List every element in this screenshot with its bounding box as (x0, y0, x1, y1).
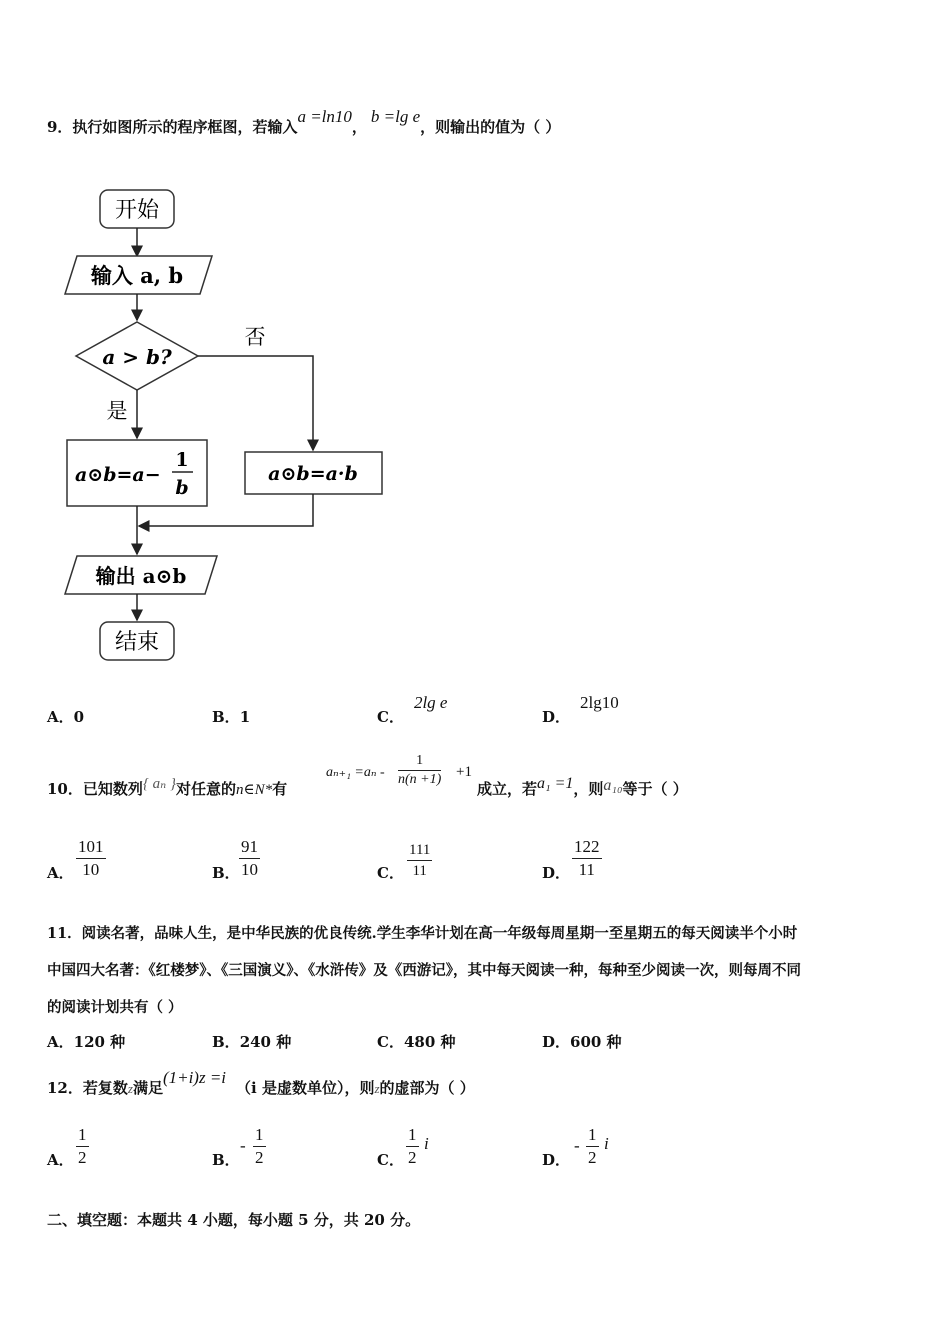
q12-a-den: 2 (78, 1148, 87, 1167)
q11-option-b[interactable] (212, 1031, 291, 1052)
q10-d-den: 11 (578, 860, 595, 879)
q12-text-d: 的虚部为（ ） (379, 1079, 475, 1097)
q10-option-d-frac (572, 836, 602, 881)
q10-c-num: 111 (407, 840, 432, 861)
q10-rec-left: aₙ₊₁ =aₙ - (326, 765, 385, 780)
q9-text-b: ，则输出的值为（ ） (420, 118, 561, 136)
q12-b-num: 1 (253, 1124, 266, 1147)
flow-right-label: a⊙b=a·b (268, 463, 358, 485)
q10-option-b[interactable]: B． (212, 864, 240, 882)
q12-eq: (1+i)z =i (162, 1068, 227, 1087)
flow-start-label: 开始 (114, 198, 160, 223)
q12-d-suffix: i (604, 1134, 609, 1153)
q11-option-a[interactable] (47, 1031, 125, 1052)
q10-option-c[interactable]: C． (377, 864, 404, 882)
q12-d-sign: - (574, 1136, 580, 1155)
q9-option-d[interactable] (542, 693, 619, 727)
q10-text-a: 10．已知数列 (47, 780, 143, 798)
q10-seq: { aₙ } (142, 776, 176, 792)
q12-b-sign: - (240, 1136, 246, 1155)
q11-option-b-value: 240 种 (239, 1033, 292, 1051)
q12-text-c: （i 是虚数单位），则 (236, 1079, 375, 1097)
q12-c-suffix: i (424, 1134, 429, 1153)
q10-option-a[interactable]: A． (47, 864, 74, 882)
q12-text-a: 12．若复数 (47, 1079, 128, 1097)
q10-a10: a₁₀ (603, 777, 623, 794)
q9-option-d-value: 2lg10 (580, 693, 619, 712)
section2-title: 二、填空题：本题共 4 小题，每小题 5 分，共 20 分。 (47, 1211, 421, 1229)
flow-left-label: a⊙b=a− (75, 464, 161, 486)
q10-rec-num: 1 (398, 752, 441, 771)
q10-option-d[interactable]: D． (542, 864, 571, 882)
flow-output-label: 输出 a⊙b (95, 564, 187, 588)
q11-option-c[interactable] (377, 1031, 456, 1052)
q10-text-d: 成立，若 (477, 780, 538, 798)
flow-no-label: 否 (244, 325, 266, 349)
q10-stem-2 (477, 775, 688, 799)
q10-text-c: 有 (272, 780, 288, 798)
q10-c-den: 11 (412, 863, 427, 879)
q12-c-den: 2 (408, 1148, 417, 1167)
q9-option-c-label: C． (377, 708, 404, 726)
q12-d-den: 2 (588, 1148, 597, 1167)
q10-a1: a₁ =1 (537, 775, 574, 792)
q10-rec-right: +1 (456, 764, 472, 780)
q12-c-num: 1 (406, 1124, 419, 1147)
q9-option-b-label: B． (212, 708, 240, 726)
flow-input-label: 输入 a, b (90, 263, 184, 288)
q10-n-in: n∈N* (235, 782, 273, 798)
q10-text-e: ，则 (573, 780, 604, 798)
q10-b-den: 10 (241, 860, 258, 879)
flow-left-den: b (175, 477, 189, 499)
q9-option-a[interactable] (47, 706, 84, 727)
q12-option-b-frac (253, 1124, 266, 1169)
q10-b-num: 91 (239, 836, 260, 859)
q10-option-a-frac (76, 836, 106, 881)
q11-option-b-label: B． (212, 1033, 240, 1051)
flow-left-num: 1 (175, 449, 189, 471)
q12-option-d-frac (586, 1124, 599, 1169)
q9-stem (47, 107, 561, 137)
q12-option-c[interactable]: C． (377, 1151, 404, 1169)
q12-option-d[interactable]: D． (542, 1151, 571, 1169)
q9-option-d-label: D． (542, 708, 571, 726)
q12-option-c-frac (406, 1124, 419, 1169)
q12-z: z (127, 1081, 133, 1096)
q9-comma: ， (351, 118, 367, 136)
q9-expr-a: a =ln10 (297, 107, 352, 126)
q12-text-b: 满足 (132, 1079, 163, 1097)
q10-option-b-frac (239, 836, 260, 881)
q11-option-c-label: C． (377, 1033, 404, 1051)
q12-stem (47, 1068, 475, 1098)
q11-option-a-value: 120 种 (73, 1033, 126, 1051)
q11-option-c-value: 480 种 (403, 1033, 456, 1051)
q12-a-num: 1 (76, 1124, 89, 1147)
q9-expr-b: b =lg e (370, 107, 421, 126)
q10-rec-frac (398, 752, 441, 789)
q12-d-num: 1 (586, 1124, 599, 1147)
q11-option-d-label: D． (542, 1033, 571, 1051)
q12-b-den: 2 (255, 1148, 264, 1167)
flow-cond-label: a > b? (102, 345, 172, 369)
q12-option-a[interactable]: A． (47, 1151, 74, 1169)
q9-option-a-value: 0 (73, 708, 85, 726)
q9-text-a: 9．执行如图所示的程序框图，若输入 (47, 118, 298, 136)
q11-line3: 的阅读计划共有（ ） (47, 999, 183, 1016)
flow-end-label: 结束 (114, 630, 160, 655)
q10-a-den: 10 (82, 860, 100, 879)
q9-option-b-value: 1 (239, 708, 251, 726)
q10-option-c-frac (407, 840, 432, 881)
q12-option-a-frac (76, 1124, 89, 1169)
q10-stem (47, 778, 287, 799)
q11-option-a-label: A． (47, 1033, 74, 1051)
q11-line2: 中国四大名著：《红楼梦》、《三国演义》、《水浒传》及《西游记》，其中每天阅读一种，每种至少阅读一次，则每周不同 (47, 962, 801, 979)
q12-option-b[interactable]: B． (212, 1151, 240, 1169)
q10-rec-den: n(n +1) (398, 772, 442, 787)
q9-option-a-label: A． (47, 708, 74, 726)
q9-option-c[interactable] (377, 693, 448, 727)
flowchart (55, 180, 395, 670)
q12-z-2: z (374, 1081, 380, 1096)
flow-yes-label: 是 (106, 399, 128, 423)
q9-option-c-value: 2lg e (413, 693, 448, 712)
q11-option-d-value: 600 种 (570, 1033, 622, 1051)
q10-text-f: 等于（ ） (622, 780, 688, 798)
q10-d-num: 122 (572, 836, 602, 859)
q9-option-b[interactable] (212, 706, 250, 727)
q11-line1: 11．阅读名著，品味人生，是中华民族的优良传统.学生李华计划在高一年级每周星期一至星期五的每天阅读半个小时 (47, 925, 798, 942)
q11-option-d[interactable] (542, 1031, 622, 1052)
q10-a-num: 101 (76, 836, 106, 859)
q10-text-b: 对任意的 (175, 780, 236, 798)
